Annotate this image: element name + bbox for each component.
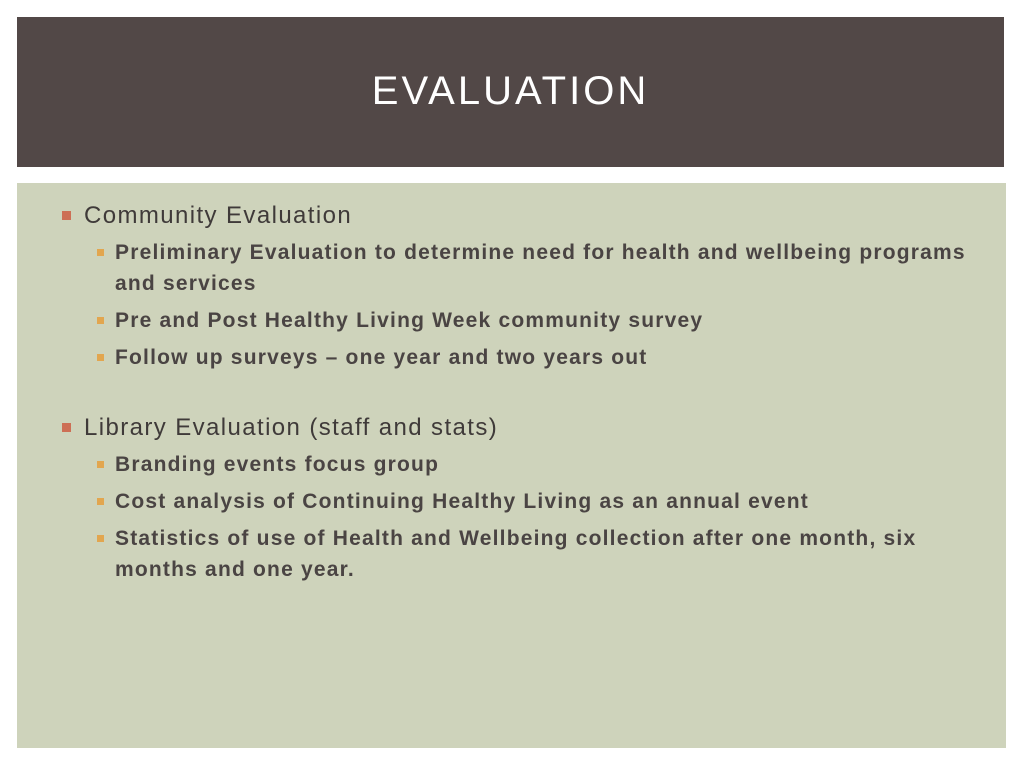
square-bullet-icon — [62, 211, 71, 220]
list-item-text: Follow up surveys – one year and two years out — [115, 346, 648, 369]
section-library-evaluation — [60, 413, 970, 585]
square-bullet-icon — [97, 461, 104, 468]
list-item — [84, 237, 970, 299]
list-item-text: Pre and Post Healthy Living Week community survey — [115, 309, 704, 332]
square-bullet-icon — [97, 249, 104, 256]
list-item-text: Branding events focus group — [115, 453, 440, 476]
square-bullet-icon — [62, 423, 71, 432]
section-heading: Community Evaluation — [84, 202, 353, 229]
slide-title: EVALUATION — [371, 68, 650, 113]
sub-bullet-list — [84, 237, 970, 373]
list-item — [84, 523, 970, 585]
square-bullet-icon — [97, 535, 104, 542]
section-heading: Library Evaluation (staff and stats) — [84, 414, 499, 441]
square-bullet-icon — [97, 354, 104, 361]
sub-bullet-list — [84, 449, 970, 585]
title-bar — [17, 17, 1004, 167]
content-panel — [17, 183, 1006, 748]
square-bullet-icon — [97, 498, 104, 505]
bullet-list — [60, 201, 970, 591]
list-item-text: Preliminary Evaluation to determine need for health and wellbeing programs and services — [115, 241, 966, 295]
list-item-text: Cost analysis of Continuing Healthy Living as an annual event — [115, 490, 809, 513]
list-item — [84, 486, 970, 517]
section-community-evaluation — [60, 201, 970, 373]
list-item — [84, 305, 970, 336]
list-item — [84, 342, 970, 373]
list-item — [84, 449, 970, 480]
list-item-text: Statistics of use of Health and Wellbeing collection after one month, six months and one year. — [115, 527, 917, 581]
square-bullet-icon — [97, 317, 104, 324]
